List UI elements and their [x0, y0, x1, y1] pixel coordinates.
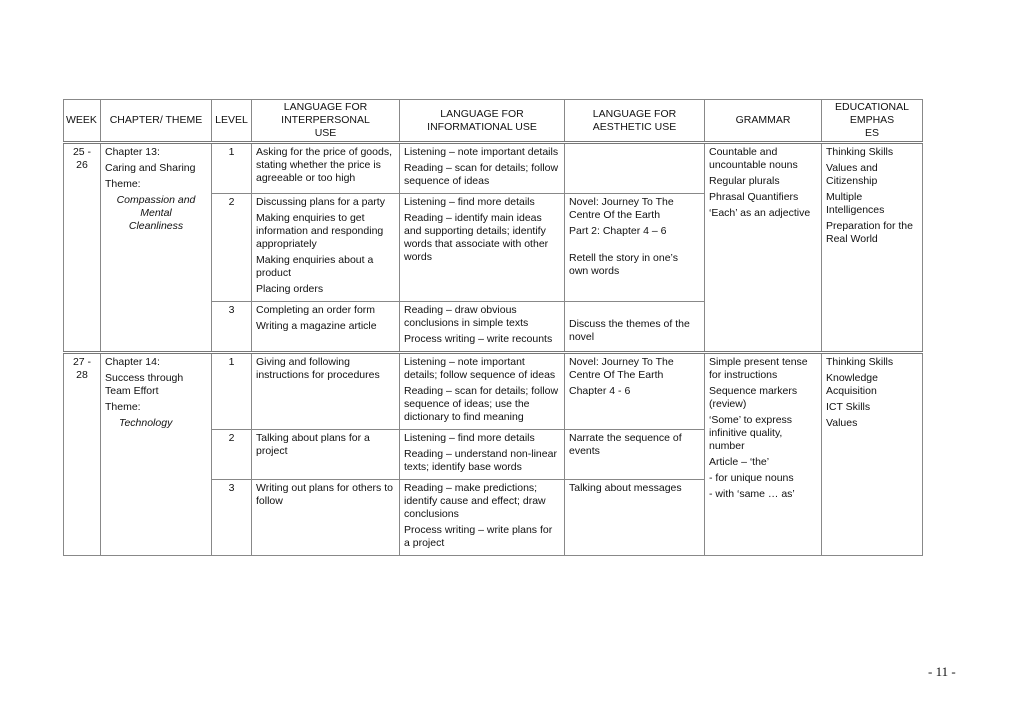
header-week: WEEK	[64, 100, 101, 143]
interpersonal-cell: Talking about plans for a project	[252, 430, 400, 480]
level-cell: 1	[212, 353, 252, 430]
interpersonal-cell: Discussing plans for a party Making enquiries to get information and responding appropriately Making enquiries about a product Placing orders	[252, 194, 400, 302]
header-aesthetic: LANGUAGE FOR AESTHETIC USE	[565, 100, 705, 143]
chapter-cell: Chapter 13: Caring and Sharing Theme: Compassion and Mental Cleanliness	[101, 143, 212, 353]
level-cell: 2	[212, 194, 252, 302]
header-grammar: GRAMMAR	[705, 100, 822, 143]
aesthetic-cell: Novel: Journey To The Centre Of The Earth Chapter 4 - 6	[565, 353, 705, 430]
level-cell: 3	[212, 302, 252, 353]
week-cell: 25 - 26	[64, 143, 101, 353]
emphases-cell: Thinking Skills Values and Citizenship Multiple Intelligences Preparation for the Real World	[822, 143, 923, 353]
emphases-cell: Thinking Skills Knowledge Acquisition ICT Skills Values	[822, 353, 923, 556]
header-row	[64, 100, 923, 143]
level-cell: 1	[212, 143, 252, 194]
scheme-of-work-table	[63, 99, 923, 556]
informational-cell: Listening – note important details; follow sequence of ideas Reading – scan for details; follow sequence of ideas; use the dictionary to find meaning	[400, 353, 565, 430]
grammar-cell: Simple present tense for instructions Sequence markers (review) ‘Some’ to express infinitive quality, number Article – ‘the’ - for unique nouns - with ‘same … as’	[705, 353, 822, 556]
header-interpersonal: LANGUAGE FOR INTERPERSONAL USE	[252, 100, 400, 143]
aesthetic-cell: Discuss the themes of the novel	[565, 302, 705, 353]
header-chapter: CHAPTER/ THEME	[101, 100, 212, 143]
informational-cell: Listening – find more details Reading – understand non-linear texts; identify base words	[400, 430, 565, 480]
informational-cell: Reading – make predictions; identify cause and effect; draw conclusions Process writing – write plans for a project	[400, 480, 565, 556]
aesthetic-cell: Novel: Journey To The Centre Of the Earth Part 2: Chapter 4 – 6 Retell the story in one’s own words	[565, 194, 705, 302]
level-cell: 2	[212, 430, 252, 480]
grammar-cell: Countable and uncountable nouns Regular plurals Phrasal Quantifiers ‘Each’ as an adjective	[705, 143, 822, 353]
interpersonal-cell: Giving and following instructions for procedures	[252, 353, 400, 430]
interpersonal-cell: Asking for the price of goods, stating whether the price is agreeable or too high	[252, 143, 400, 194]
informational-cell: Listening – note important details Reading – scan for details; follow sequence of ideas	[400, 143, 565, 194]
header-informational: LANGUAGE FOR INFORMATIONAL USE	[400, 100, 565, 143]
header-educational: EDUCATIONAL EMPHAS ES	[822, 100, 923, 143]
interpersonal-cell: Writing out plans for others to follow	[252, 480, 400, 556]
table-row	[64, 143, 923, 194]
week-cell: 27 - 28	[64, 353, 101, 556]
header-level: LEVEL	[212, 100, 252, 143]
page-number: - 11 -	[928, 664, 956, 679]
aesthetic-cell: Talking about messages	[565, 480, 705, 556]
aesthetic-cell	[565, 143, 705, 194]
informational-cell: Listening – find more details Reading – identify main ideas and supporting details; identify words that associate with other words	[400, 194, 565, 302]
aesthetic-cell: Narrate the sequence of events	[565, 430, 705, 480]
chapter-cell: Chapter 14: Success through Team Effort Theme: Technology	[101, 353, 212, 556]
table-row	[64, 353, 923, 430]
level-cell: 3	[212, 480, 252, 556]
informational-cell: Reading – draw obvious conclusions in simple texts Process writing – write recounts	[400, 302, 565, 353]
interpersonal-cell: Completing an order form Writing a magazine article	[252, 302, 400, 353]
